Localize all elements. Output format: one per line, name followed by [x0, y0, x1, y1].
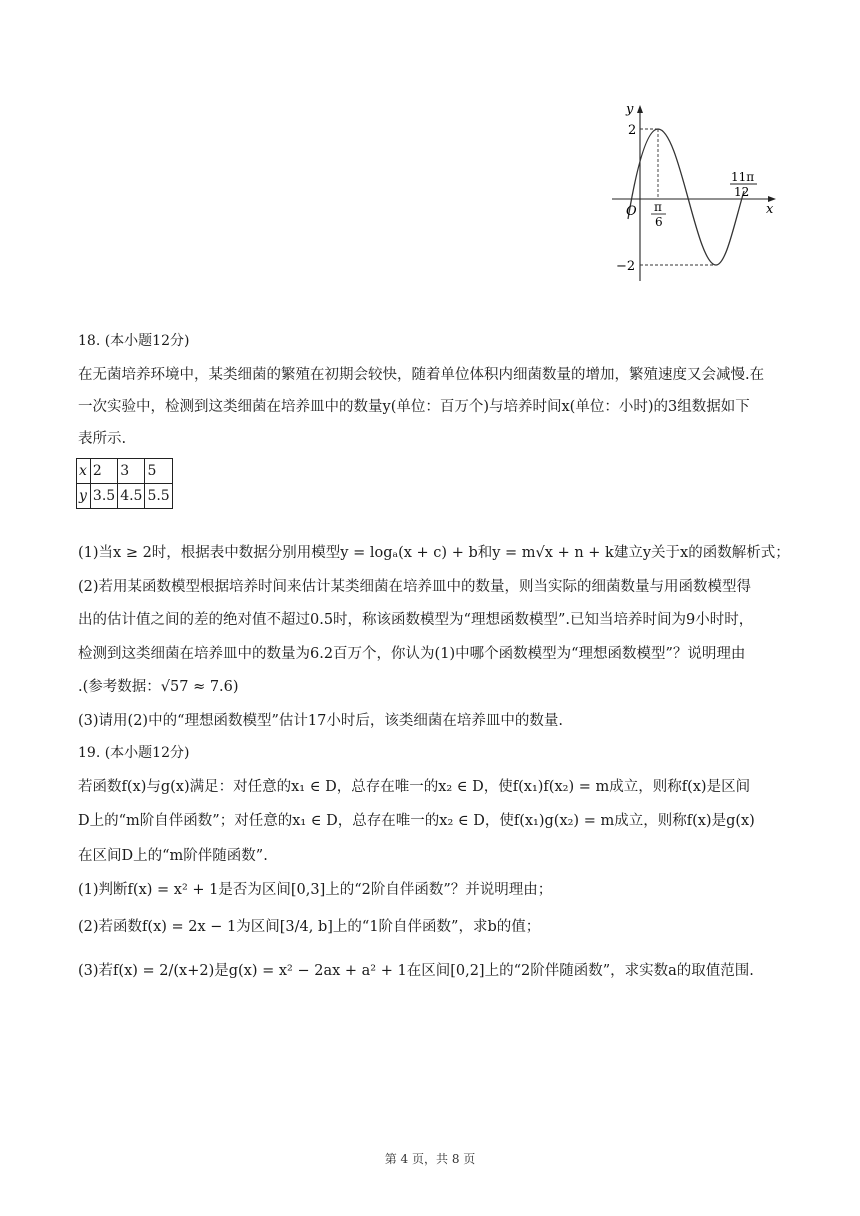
min-value-label: −2	[616, 259, 636, 274]
q18-part-1: (1)当x ≥ 2时，根据表中数据分别用模型y = logₐ(x + c) + b和y = m√x + n + k建立y关于x的函数解析式；	[78, 545, 790, 561]
q18-part-2-line-3: 检测到这类细菌在培养皿中的数量为6.2百万个，你认为(1)中哪个函数模型为“理想函数模型”？说明理由	[78, 646, 746, 662]
sine-curve	[628, 129, 744, 265]
q18-intro-line-1: 在无菌培养环境中，某类细菌的繁殖在初期会较快，随着单位体积内细菌数量的增加，繁殖速度又会减慢.在	[78, 367, 765, 383]
pi6-denominator: 6	[655, 215, 663, 229]
q18-data-table	[76, 458, 173, 509]
q18-title: 18. (本小题12分)	[78, 333, 190, 349]
page-footer: 第 4 页，共 8 页	[384, 1152, 476, 1166]
table-row-y	[77, 484, 173, 509]
table-cell: y	[77, 484, 91, 509]
q19-part-2: (2)若函数f(x) = 2x − 1为区间[3/4, b]上的“1阶自伴函数”，求b的值；	[78, 919, 541, 935]
q19-intro-line-2: D上的“m阶自伴函数”；对任意的x₁ ∈ D，总存在唯一的x₂ ∈ D，使f(x₁)g(x₂) = m成立，则称f(x)是g(x)	[78, 813, 755, 829]
q19-title: 19. (本小题12分)	[78, 745, 190, 761]
table-cell: 5.5	[145, 484, 172, 509]
pi6-numerator: π	[654, 200, 662, 214]
q19-intro-line-1: 若函数f(x)与g(x)满足：对任意的x₁ ∈ D，总存在唯一的x₂ ∈ D，使f(x₁)f(x₂) = m成立，则称f(x)是区间	[78, 779, 751, 795]
x-axis-label: x	[766, 202, 774, 217]
q19-part-1: (1)判断f(x) = x² + 1是否为区间[0,3]上的“2阶自伴函数”？并说明理由；	[78, 882, 553, 898]
table-row-x	[77, 459, 173, 484]
q18-intro-line-3: 表所示.	[78, 431, 127, 447]
q19-part-3: (3)若f(x) = 2/(x+2)是g(x) = x² − 2ax + a² + 1在区间[0,2]上的“2阶伴随函数”，求实数a的取值范围.	[78, 963, 754, 979]
max-value-label: 2	[628, 123, 637, 138]
table-cell: 3	[118, 459, 145, 484]
pi1112-denominator: 12	[734, 185, 750, 199]
q18-part-3: (3)请用(2)中的“理想函数模型”估计17小时后，该类细菌在培养皿中的数量.	[78, 713, 563, 729]
q18-part-2-line-1: (2)若用某函数模型根据培养时间来估计某类细菌在培养皿中的数量，则当实际的细菌数量与用函数模型得	[78, 579, 752, 595]
table-cell: x	[77, 459, 91, 484]
q18-part-2-line-4: .(参考数据：√57 ≈ 7.6)	[78, 679, 239, 695]
sine-graph-figure	[610, 95, 785, 285]
table-cell: 3.5	[90, 484, 117, 509]
table-cell: 2	[90, 459, 117, 484]
q19-intro-line-3: 在区间D上的“m阶伴随函数”.	[78, 848, 268, 864]
q18-part-2-line-2: 出的估计值之间的差的绝对值不超过0.5时，称该函数模型为“理想函数模型”.已知当培养时间为9小时时，	[78, 612, 754, 628]
y-axis-arrow	[637, 105, 643, 113]
table-cell: 5	[145, 459, 172, 484]
pi1112-numerator: 11π	[731, 170, 755, 184]
origin-label: O	[626, 204, 637, 219]
table-cell: 4.5	[118, 484, 145, 509]
y-axis-label: y	[626, 102, 634, 117]
q18-intro-line-2: 一次实验中，检测到这类细菌在培养皿中的数量y(单位：百万个)与培养时间x(单位：小时)的3组数据如下	[78, 399, 750, 415]
